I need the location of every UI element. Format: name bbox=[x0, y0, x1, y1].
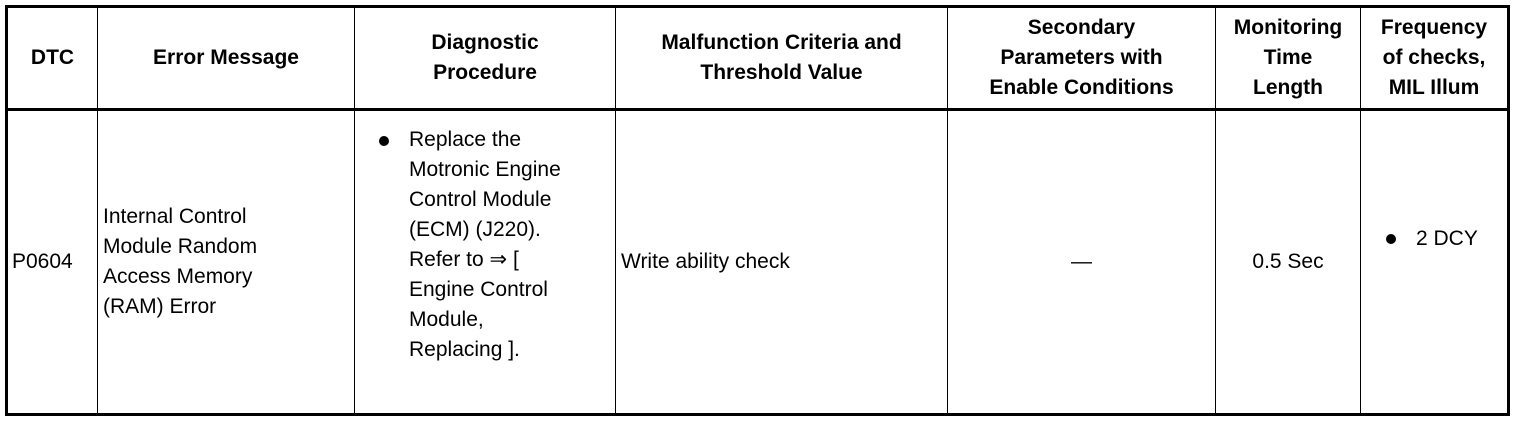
bullet-icon bbox=[379, 136, 389, 146]
header-frequency: Frequency of checks, MIL Illum bbox=[1361, 7, 1509, 110]
frequency-text: 2 DCY bbox=[1416, 227, 1478, 250]
bullet-icon bbox=[1386, 234, 1396, 244]
table-row bbox=[7, 110, 1509, 415]
header-secondary-parameters: Secondary Parameters with Enable Conditions bbox=[948, 7, 1216, 110]
diagnostic-procedure-text: Replace the Motronic Engine Control Module (ECM) (J220). Refer to ⇒ [ Engine Control Module, Replacing ]. bbox=[409, 128, 561, 361]
header-diagnostic-procedure: Diagnostic Procedure bbox=[355, 7, 616, 110]
diagnostic-procedure-cell bbox=[355, 110, 616, 415]
dtc-code: P0604 bbox=[7, 110, 98, 415]
malfunction-criteria: Write ability check bbox=[616, 110, 948, 415]
header-dtc: DTC bbox=[7, 7, 98, 110]
monitoring-time: 0.5 Sec bbox=[1216, 110, 1361, 415]
header-monitoring-time: Monitoring Time Length bbox=[1216, 7, 1361, 110]
dtc-table bbox=[5, 5, 1510, 416]
table-header-row bbox=[7, 7, 1509, 110]
error-message: Internal Control Module Random Access Memory (RAM) Error bbox=[98, 110, 355, 415]
header-error-message: Error Message bbox=[98, 7, 355, 110]
header-malfunction-criteria: Malfunction Criteria and Threshold Value bbox=[616, 7, 948, 110]
secondary-parameters: — bbox=[948, 110, 1216, 415]
frequency-cell bbox=[1361, 110, 1509, 415]
